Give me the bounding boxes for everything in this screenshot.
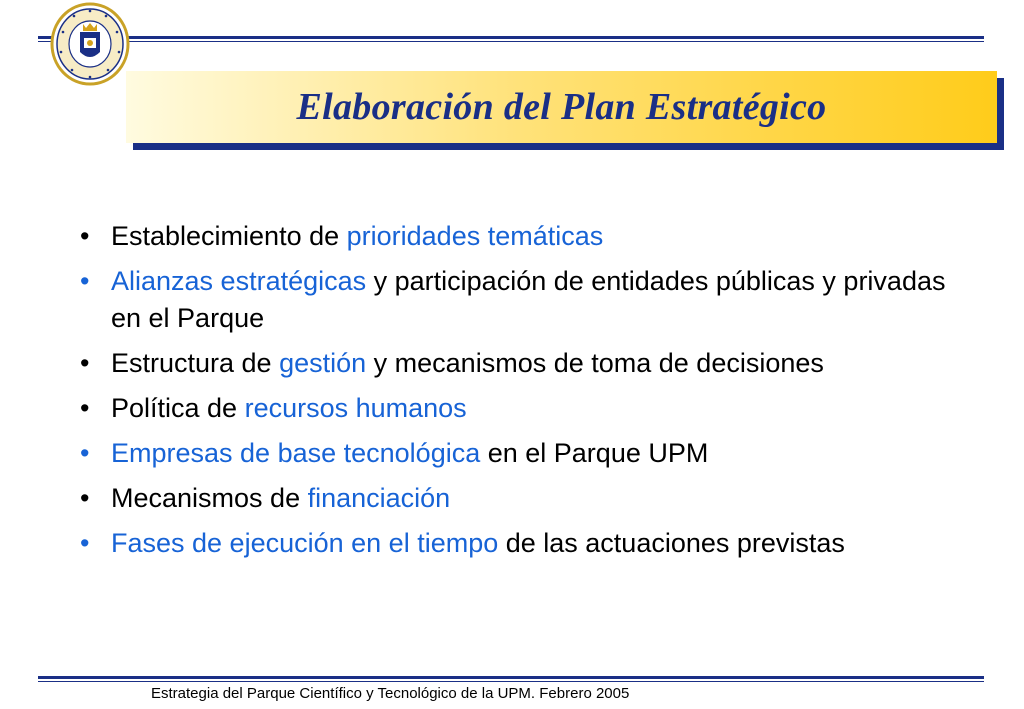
bottom-rule-thin: [38, 681, 984, 682]
highlighted-text: recursos humanos: [244, 393, 467, 423]
highlighted-text: Alianzas estratégicas: [111, 266, 367, 296]
bullet-text: Establecimiento de: [111, 221, 347, 251]
bullet-dot: •: [80, 348, 90, 378]
top-rule: [38, 36, 984, 39]
footer-text: Estrategia del Parque Científico y Tecnológico de la UPM. Febrero 2005: [151, 685, 630, 702]
bullet-item: [80, 345, 980, 382]
bullet-item: [80, 390, 980, 427]
highlighted-text: prioridades temáticas: [346, 221, 604, 251]
highlighted-text: Empresas de base tecnológica: [111, 438, 481, 468]
bullet-text: de las actuaciones previstas: [498, 528, 845, 558]
highlighted-text: gestión: [279, 348, 367, 378]
bullet-dot: •: [80, 221, 90, 251]
bullet-list: [80, 218, 980, 570]
highlighted-text: Fases de ejecución en el tiempo: [111, 528, 499, 558]
bullet-item: [80, 480, 980, 517]
bullet-text: en el Parque UPM: [480, 438, 709, 468]
bullet-text: Política de: [111, 393, 245, 423]
bullet-item: [80, 525, 980, 562]
university-seal-icon: [50, 2, 130, 86]
bullet-item: [80, 435, 980, 472]
bullet-dot: •: [80, 438, 90, 468]
bullet-item: [80, 218, 980, 255]
bullet-dot: •: [80, 528, 90, 558]
title-banner: [126, 71, 997, 143]
highlighted-text: financiación: [307, 483, 451, 513]
bullet-dot: •: [80, 483, 90, 513]
slide-title: Elaboración del Plan Estratégico: [296, 86, 827, 128]
bullet-text: y mecanismos de toma de decisiones: [366, 348, 824, 378]
bullet-text: Estructura de: [111, 348, 280, 378]
top-rule-thin: [38, 41, 984, 42]
bullet-dot: •: [80, 266, 90, 296]
bottom-rule: [38, 676, 984, 679]
bullet-dot: •: [80, 393, 90, 423]
bullet-item: [80, 263, 980, 337]
bullet-text: y participación de entidades públicas y privadas en el Parque: [111, 266, 946, 333]
bullet-text: Mecanismos de: [111, 483, 308, 513]
